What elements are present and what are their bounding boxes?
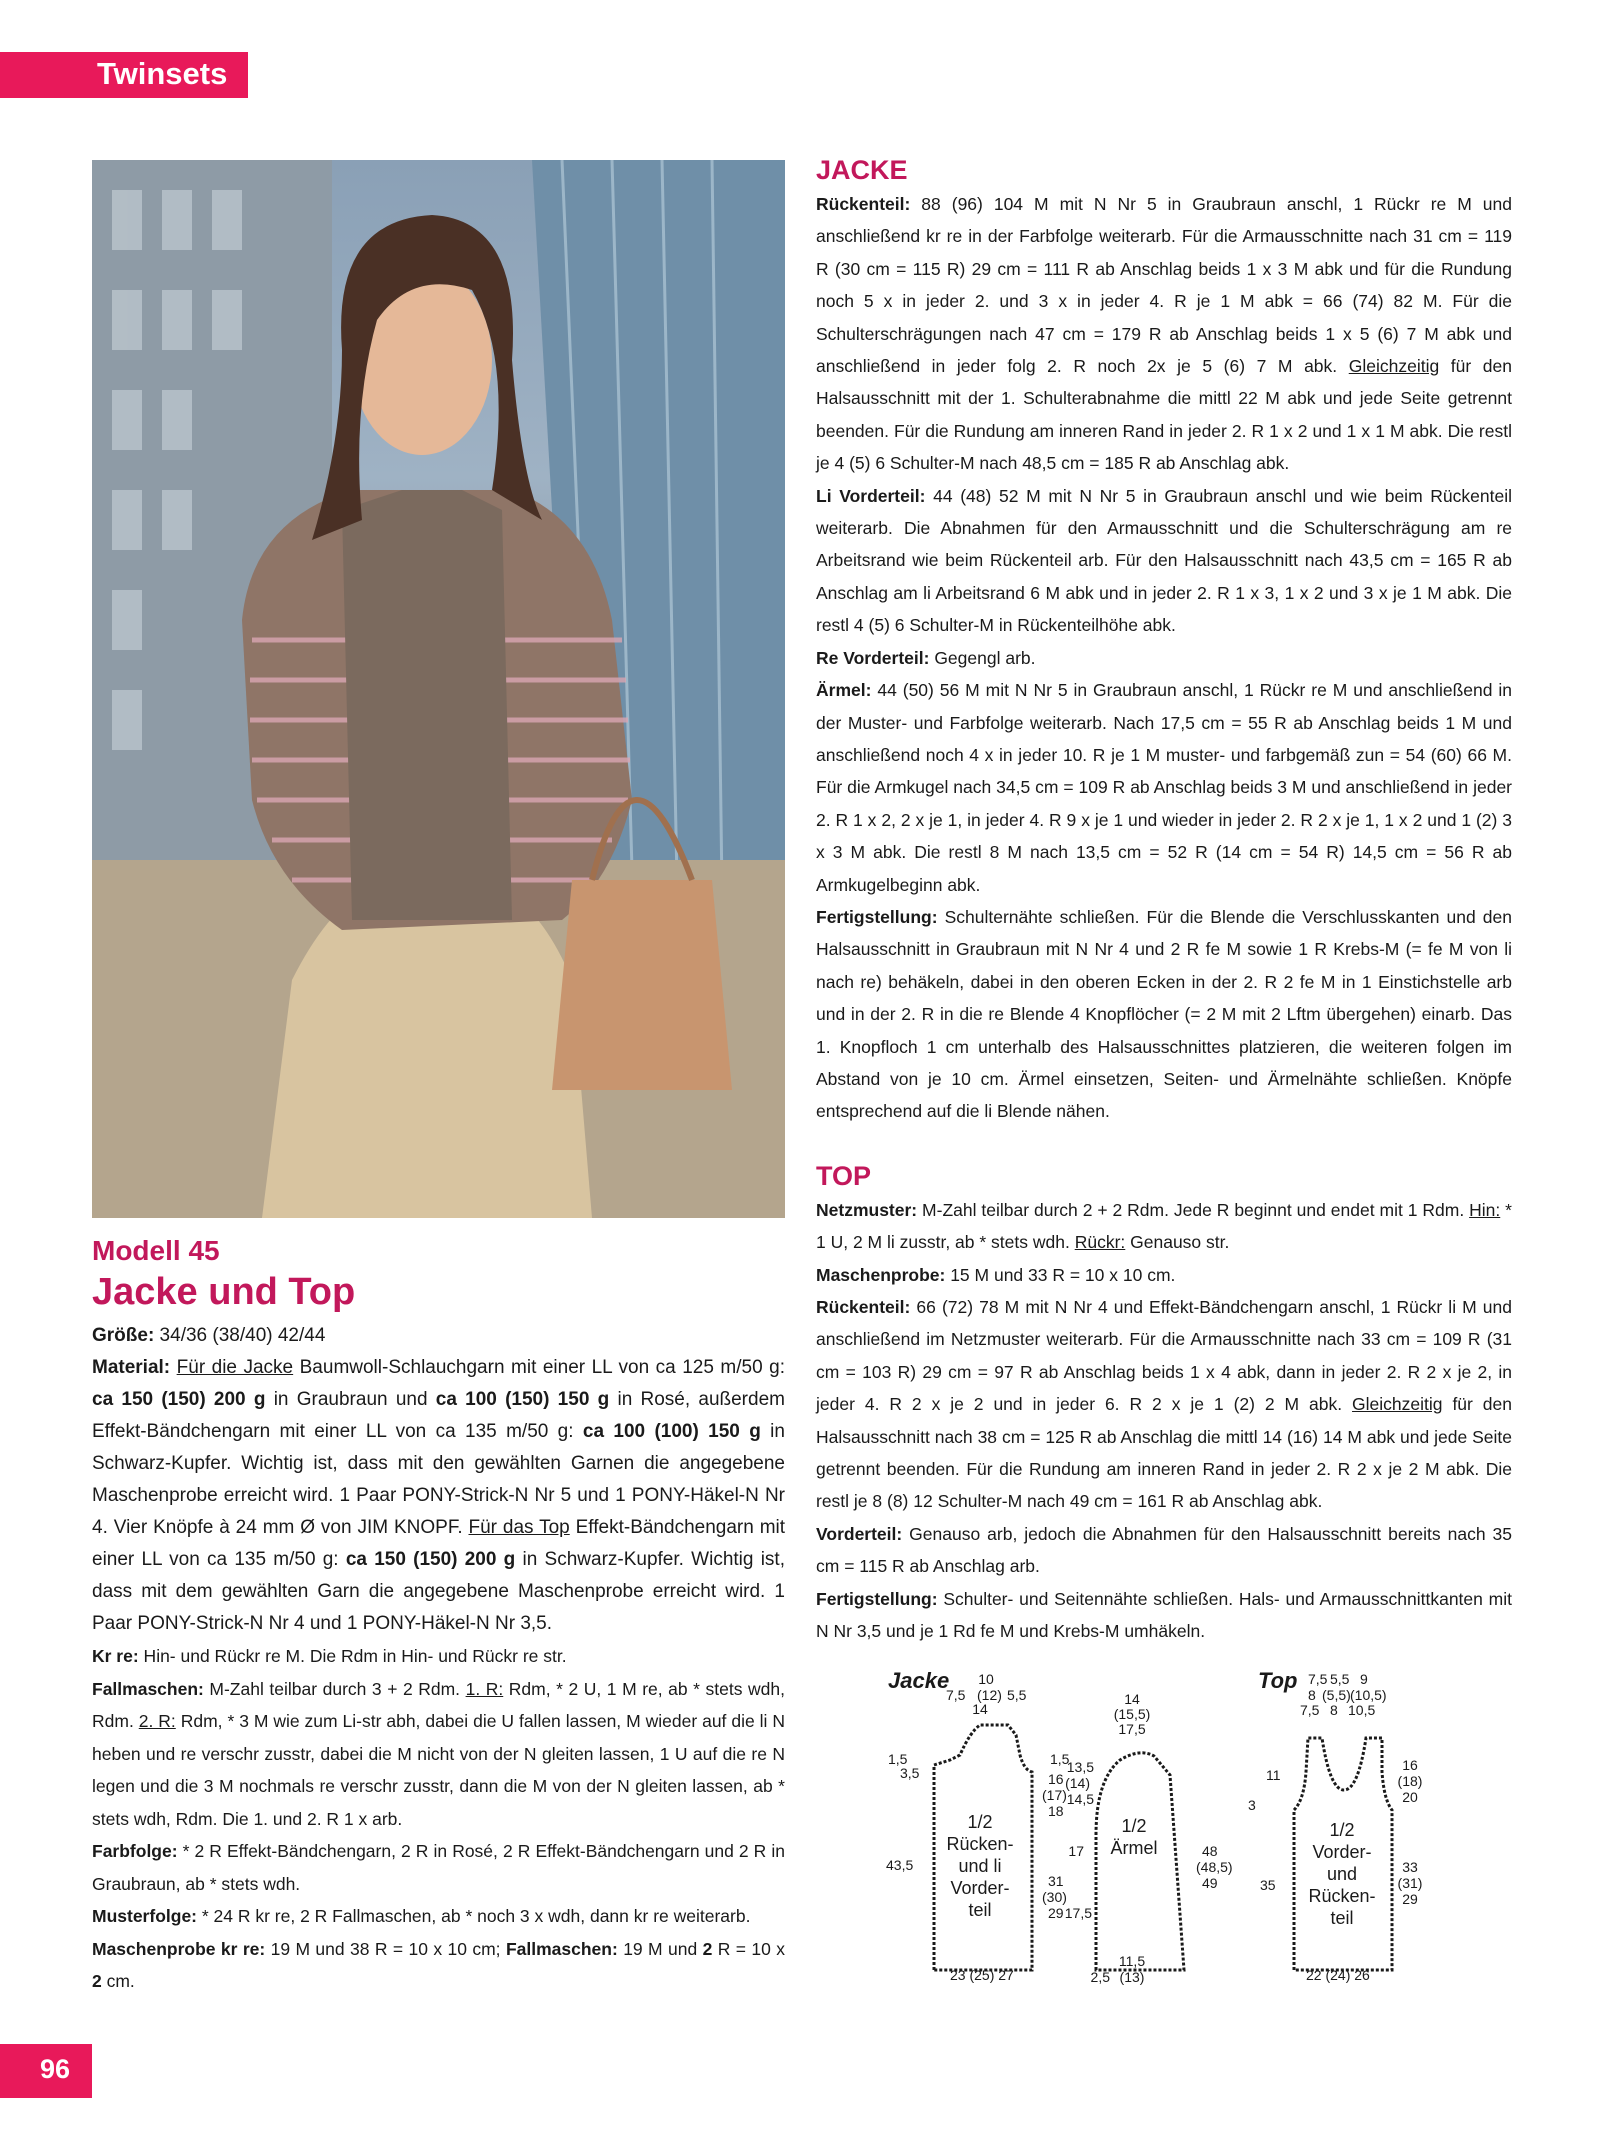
fallmaschen-row1: 1. R:: [465, 1678, 504, 1699]
material-label: Material:: [92, 1357, 171, 1378]
t-top-3: 9: [1360, 1671, 1368, 1687]
fallmaschen-text-3: Rdm, * 3 M wie zum Li-str abh, dabei die U fallen lassen, M wieder auf die li N heben und re verschr zusstr, dabei die M nicht von der N gleiten lassen, 1 U auf die re N legen und die 3 M nochmals re verschr zusstr, dann die M von der N gleiten lassen, ab * stets wdh, Rdm. Die 1. und 2. R 1 x arb.: [92, 1711, 785, 1829]
top-body-label-1: 1/2: [1329, 1820, 1355, 1840]
jacke-revt-paragraph: [816, 642, 1512, 674]
t-top-9: 10,5: [1348, 1702, 1376, 1718]
top-diagram-label: Top: [1258, 1668, 1298, 1693]
top-body-label-5: teil: [1330, 1908, 1354, 1928]
top-vt-label: Vorderteil:: [816, 1523, 903, 1544]
a-bottom-1: 11,5: [1118, 1953, 1146, 1969]
schematic-svg: [870, 1660, 1430, 1990]
top-vt-paragraph: [816, 1518, 1512, 1583]
a-bottom-3: (13): [1119, 1969, 1145, 1985]
material-text-1: Baumwoll-Schlauchgarn mit einer LL von ca 125 m/50 g:: [293, 1357, 786, 1378]
jacke-body-label-3: und li: [958, 1856, 1002, 1876]
left-column: [92, 1234, 785, 1998]
jacke-diagram-label: Jacke: [888, 1668, 950, 1693]
top-probe-label: Maschenprobe:: [816, 1264, 946, 1285]
model-title: Jacke und Top: [92, 1271, 356, 1313]
top-body-label-4: Rücken-: [1308, 1886, 1376, 1906]
fallmaschen-paragraph: [92, 1673, 785, 1836]
material-text-4: in Schwarz-Kupfer. Wichtig ist, dass mit den gewählten Garnen die angegebene Maschenprobe erreicht wird. 1 Paar PONY-Strick-N Nr 5 und 1 PONY-Häkel-N Nr 4. Vier Knöpfe à 24 mm Ø von JIM KNOPF.: [92, 1421, 785, 1538]
t-top-1: 7,5: [1308, 1671, 1328, 1687]
top-netz-hin: Hin:: [1469, 1199, 1501, 1220]
top-fertig-label: Fertigstellung:: [816, 1588, 938, 1609]
page-number: 96: [40, 2054, 71, 2084]
maschenprobe-text-3: R = 10 x: [712, 1938, 785, 1959]
jacke-fertig-label: Fertigstellung:: [816, 906, 938, 927]
maschenprobe-label-2: Fallmaschen:: [505, 1938, 618, 1959]
t-right-4: 33: [1402, 1859, 1418, 1875]
maschenprobe-text-4: cm.: [101, 1971, 135, 1991]
j-right-7: 29: [1048, 1905, 1064, 1921]
a-right-1: 48: [1202, 1843, 1218, 1859]
maschenprobe-text-1: 19 M und 38 R = 10 x 10 cm;: [265, 1938, 506, 1959]
t-right-3: 20: [1402, 1789, 1418, 1805]
top-probe-text: 15 M und 33 R = 10 x 10 cm.: [945, 1264, 1176, 1285]
top-ruecken-text-2: für den Halsausschnitt nach 38 cm = 125 R ab Anschlag die mittl 14 (16) 14 M abk und jede Seite getrennt beenden. Für die Rundung am inneren Rand in jeder 2. R 2 x je 2 M abk. Die restl je 8 (8) 12 Schulter-M nach 49 cm = 161 R ab Anschlag abk.: [816, 1394, 1512, 1512]
top-ruecken-paragraph: [816, 1291, 1512, 1518]
krre-text: Hin- und Rückr re M. Die Rdm in Hin- und Rückr re str.: [138, 1646, 567, 1666]
a-left-2: (14): [1065, 1775, 1090, 1791]
top-body-label-3: und: [1326, 1864, 1358, 1884]
j-right-2: 16: [1048, 1771, 1064, 1787]
t-top-6: (10,5): [1350, 1687, 1387, 1703]
material-amount-1: ca 150 (150) 200 g: [92, 1389, 266, 1410]
a-left-3: 14,5: [1066, 1791, 1094, 1807]
groesse-label: Größe:: [92, 1325, 155, 1346]
jacke-body-label-5: teil: [968, 1900, 992, 1920]
section-title: Twinsets: [97, 56, 228, 91]
fallmaschen-text-1: M-Zahl teilbar durch 3 + 2 Rdm.: [203, 1678, 466, 1699]
sleeve-outline: [1096, 1753, 1184, 1970]
farbfolge-label: Farbfolge:: [92, 1841, 178, 1861]
jacke-livt-label: Li Vorderteil:: [816, 485, 926, 506]
top-gleichzeitig: Gleichzeitig: [1352, 1394, 1443, 1415]
krre-label: Kr re:: [92, 1646, 139, 1666]
j-right-1: 1,5: [1050, 1751, 1070, 1767]
schematic-diagrams: [870, 1660, 1430, 1990]
jacke-revt-text: Gegengl arb.: [929, 647, 1036, 668]
t-right-5: (31): [1397, 1875, 1423, 1891]
t-right-1: 16: [1402, 1757, 1418, 1773]
fallmaschen-text-2: Rdm, * 2 U, 1 M re, ab * stets wdh, Rdm.: [92, 1678, 785, 1731]
model-photo: [92, 160, 785, 1218]
fallmaschen-label: Fallmaschen:: [92, 1678, 204, 1699]
section-tab: [0, 52, 248, 98]
a-right-2: (48,5): [1196, 1859, 1233, 1875]
t-right-2: (18): [1397, 1773, 1423, 1789]
maschenprobe-bold-1: 2: [702, 1938, 713, 1959]
top-ruecken-text-1: 66 (72) 78 M mit N Nr 4 und Effekt-Bändchengarn anschl, 1 Rückr li M und anschließend im Netzmuster weiterarb. Für die Armausschnitte nach 33 cm = 109 R (31 cm = 103 R) 29 cm = 97 R ab Anschlag beids 1 x 4 abk, dann in jeder 2. R 2 x je 2, in jeder 4. R 2 x je 2 und in jeder 6. R 2 x je 1 (2) 2 M abk.: [816, 1297, 1512, 1415]
right-column: [816, 152, 1512, 1647]
j-top-5: 14: [972, 1701, 988, 1717]
photo-illustration: [92, 160, 785, 1218]
maschenprobe-text-2: 19 M und: [617, 1938, 703, 1959]
j-left-1: 1,5: [888, 1751, 908, 1767]
material-amount-2: ca 100 (150) 150 g: [435, 1389, 610, 1410]
t-right-6: 29: [1402, 1891, 1418, 1907]
material-text-5: Effekt-Bändchengarn mit einer LL von ca 135 m/50 g:: [92, 1517, 786, 1570]
top-netz-paragraph: [816, 1194, 1512, 1259]
top-probe-paragraph: [816, 1259, 1512, 1291]
krre-paragraph: [92, 1640, 785, 1673]
top-vt-text: Genauso arb, jedoch die Abnahmen für den Halsausschnitt bereits nach 35 cm = 115 R ab Anschlag arb.: [816, 1523, 1512, 1577]
sleeve-label-2: Ärmel: [1110, 1838, 1158, 1858]
material-text-3: in Rosé, außerdem Effekt-Bändchengarn mit einer LL von ca 135 m/50 g:: [92, 1389, 785, 1442]
j-left-3: 43,5: [886, 1857, 914, 1873]
j-right-6: (30): [1042, 1889, 1067, 1905]
t-top-5: (5,5): [1322, 1687, 1351, 1703]
model-number: Modell 45: [92, 1235, 220, 1266]
musterfolge-label: Musterfolge:: [92, 1906, 197, 1926]
jacke-body-label-2: Rücken-: [946, 1834, 1014, 1854]
t-left-2: 3: [1248, 1797, 1256, 1813]
j-top-4: 5,5: [1007, 1687, 1027, 1703]
j-top-1: 10: [978, 1671, 994, 1687]
jacke-gleichzeitig: Gleichzeitig: [1348, 356, 1440, 377]
material-text-2: in Graubraun und: [265, 1389, 436, 1410]
t-top-8: 8: [1330, 1702, 1338, 1718]
top-fertig-text: Schulter- und Seitennähte schließen. Hals- und Armausschnittkanten mit N Nr 3,5 und je 1 Rd fe M und Krebs-M umhäkeln.: [816, 1588, 1512, 1642]
material-paragraph: [92, 1352, 785, 1640]
top-netz-text-1: M-Zahl teilbar durch 2 + 2 Rdm. Jede R beginnt und endet mit 1 Rdm.: [917, 1199, 1470, 1220]
a-top-2: (15,5): [1113, 1706, 1151, 1722]
t-bottom: 22 (24) 26: [1306, 1967, 1370, 1983]
material-text-6: in Schwarz-Kupfer. Wichtig ist, dass mit dem gewählten Garn die angegebene Maschenprobe erreicht wird. 1 Paar PONY-Strick-N Nr 4 und 1 PONY-Häkel-N Nr 3,5.: [92, 1549, 785, 1634]
j-bottom: 23 (25) 27: [950, 1967, 1014, 1983]
maschenprobe-bold-2: 2: [92, 1971, 102, 1991]
material-amount-3: ca 100 (100) 150 g: [582, 1421, 761, 1442]
top-netz-text-2: * 1 U, 2 M li zusstr, ab * stets wdh.: [816, 1199, 1512, 1253]
page-number-box: [0, 2044, 92, 2098]
t-left-1: 11: [1266, 1767, 1281, 1783]
a-left-5: 17,5: [1064, 1905, 1092, 1921]
jacke-body-label-4: Vorder-: [950, 1878, 1010, 1898]
top-body-label-2: Vorder-: [1312, 1842, 1372, 1862]
jacke-fertig-paragraph: [816, 901, 1512, 1128]
j-right-4: 18: [1048, 1803, 1064, 1819]
jacke-heading: JACKE: [816, 155, 908, 185]
j-top-2: 7,5: [946, 1687, 966, 1703]
a-top-3: 17,5: [1118, 1721, 1146, 1737]
t-top-4: 8: [1308, 1687, 1316, 1703]
jacke-fertig-text: Schulternähte schließen. Für die Blende die Verschlusskanten und den Halsausschnitt in Graubraun mit N Nr 4 und 2 R fe M sowie 1 R Krebs-M (= fe M von li nach re) behäkeln, dabei in den oberen Ecken in der 2. R 2 fe M in 1 Einstichstelle arb und in der 2. R in die re Blende 4 Knopflöcher (= 2 M mit 2 Lftm übergehen) einarb. Das 1. Knopfloch 1 cm unterhalb des Halsausschnittes platzieren, die weiteren folgen im Abstand von je 10 cm. Ärmel einsetzen, Seiten- und Ärmelnähte schließen. Knöpfe entsprechend auf die li Blende nähen.: [816, 906, 1512, 1122]
jacke-aermel-text: 44 (50) 56 M mit N Nr 5 in Graubraun anschl, 1 Rückr re M und anschließend in der Muster- und Farbfolge weiterarb. Nach 17,5 cm = 55 R ab Anschlag beids 1 M und anschließend noch 4 x in jeder 10. R je 1 M muster- und farbgemäß zun = 54 (60) 66 M. Für die Armkugel nach 34,5 cm = 109 R ab Anschlag beids 3 M und anschließend in jeder 2. R 1 x 2, 2 x je 1, in jeder 4. R 9 x je 1 und wieder in jeder 2. R 2 x je 1, 1 x 2 und 1 (2) 3 x 3 M abk. Die restl 8 M nach 13,5 cm = 52 R (14 cm = 54 R) 14,5 cm = 56 R ab Armkugelbeginn abk.: [816, 680, 1512, 895]
jacke-ruecken-paragraph: [816, 188, 1512, 480]
top-fertig-paragraph: [816, 1583, 1512, 1648]
musterfolge-paragraph: [92, 1900, 785, 1933]
a-top-1: 14: [1124, 1691, 1140, 1707]
jacke-livt-paragraph: [816, 480, 1512, 642]
jacke-ruecken-text-1: 88 (96) 104 M mit N Nr 5 in Graubraun anschl, 1 Rückr re M und anschließend kr re in der Farbfolge weiterarb. Für die Armausschnitte nach 31 cm = 119 R (30 cm = 115 R) 29 cm = 111 R ab Anschlag beids 1 x 3 M abk und für die Rundung noch 5 x in jeder 2. und 3 x in jeder 4. R je 1 M abk = 66 (74) 82 M. Für die Schulterschrägungen nach 47 cm = 179 R ab Anschlag beids 1 x 5 (6) 7 M abk und anschließend in jeder folg 2. R noch 2x je 5 (6) 7 M abk.: [816, 194, 1512, 377]
jacke-revt-label: Re Vorderteil:: [816, 647, 930, 668]
j-right-3: (17): [1042, 1787, 1067, 1803]
material-top-underline: Für das Top: [468, 1517, 570, 1538]
j-top-3: (12): [977, 1687, 1002, 1703]
t-top-7: 7,5: [1300, 1702, 1320, 1718]
j-right-5: 31: [1048, 1873, 1064, 1889]
groesse-paragraph: [92, 1320, 785, 1352]
jacke-livt-text: 44 (48) 52 M mit N Nr 5 in Graubraun anschl und wie beim Rückenteil weiterarb. Die Abnahmen für den Armausschnitt und die Schulterschrägung am re Arbeitsrand wie beim Rückenteil arb. Für den Halsausschnitt nach 43,5 cm = 165 R ab Anschlag am li Arbeitsrand 6 M abk und in jeder 2. R 1 x 3, 1 x 2 und 3 x je 1 M abk. Die restl 4 (5) 6 Schulter-M in Rückenteilhöhe abk.: [816, 485, 1513, 636]
farbfolge-text: * 2 R Effekt-Bändchengarn, 2 R in Rosé, 2 R Effekt-Bändchengarn und 2 R in Graubraun, ab * stets wdh.: [92, 1841, 785, 1894]
jacke-body-label-1: 1/2: [967, 1812, 993, 1832]
jacke-ruecken-label: Rückenteil:: [816, 194, 911, 214]
musterfolge-text: * 24 R kr re, 2 R Fallmaschen, ab * noch 3 x wdh, dann kr re weiterarb.: [197, 1906, 751, 1926]
top-heading: TOP: [816, 1160, 872, 1191]
material-jacke-underline: Für die Jacke: [176, 1357, 294, 1378]
t-left-3: 35: [1260, 1877, 1276, 1893]
a-left-1: 13,5: [1066, 1759, 1094, 1775]
a-right-3: 49: [1202, 1875, 1218, 1891]
top-netz-rueckr: Rückr:: [1074, 1232, 1126, 1253]
a-bottom-2: 2,5: [1090, 1969, 1110, 1985]
jacke-aermel-paragraph: [816, 674, 1512, 901]
groesse-text: 34/36 (38/40) 42/44: [154, 1325, 326, 1346]
maschenprobe-paragraph: [92, 1933, 785, 1998]
material-amount-4: ca 150 (150) 200 g: [345, 1549, 516, 1570]
sleeve-label-1: 1/2: [1121, 1816, 1147, 1836]
top-ruecken-label: Rückenteil:: [816, 1297, 911, 1317]
farbfolge-paragraph: [92, 1835, 785, 1900]
top-netz-text-3: Genauso str.: [1125, 1232, 1230, 1253]
t-top-2: 5,5: [1330, 1671, 1350, 1687]
fallmaschen-row2: 2. R:: [138, 1711, 176, 1731]
top-netz-label: Netzmuster:: [816, 1199, 918, 1220]
a-left-4: 17: [1068, 1843, 1084, 1859]
jacke-ruecken-text-2: für den Halsausschnitt mit der 1. Schulterabnahme die mittl 22 M abk und jede Seite getrennt beenden. Für die Rundung am inneren Rand in jeder 2. R 1 x 2 und 1 x 1 M abk. Die restl je 4 (5) 6 Schulter-M nach 48,5 cm = 185 R ab Anschlag abk.: [816, 356, 1512, 474]
j-left-2: 3,5: [900, 1765, 920, 1781]
jacke-aermel-label: Ärmel:: [816, 680, 872, 701]
maschenprobe-label: Maschenprobe kr re:: [92, 1938, 266, 1959]
